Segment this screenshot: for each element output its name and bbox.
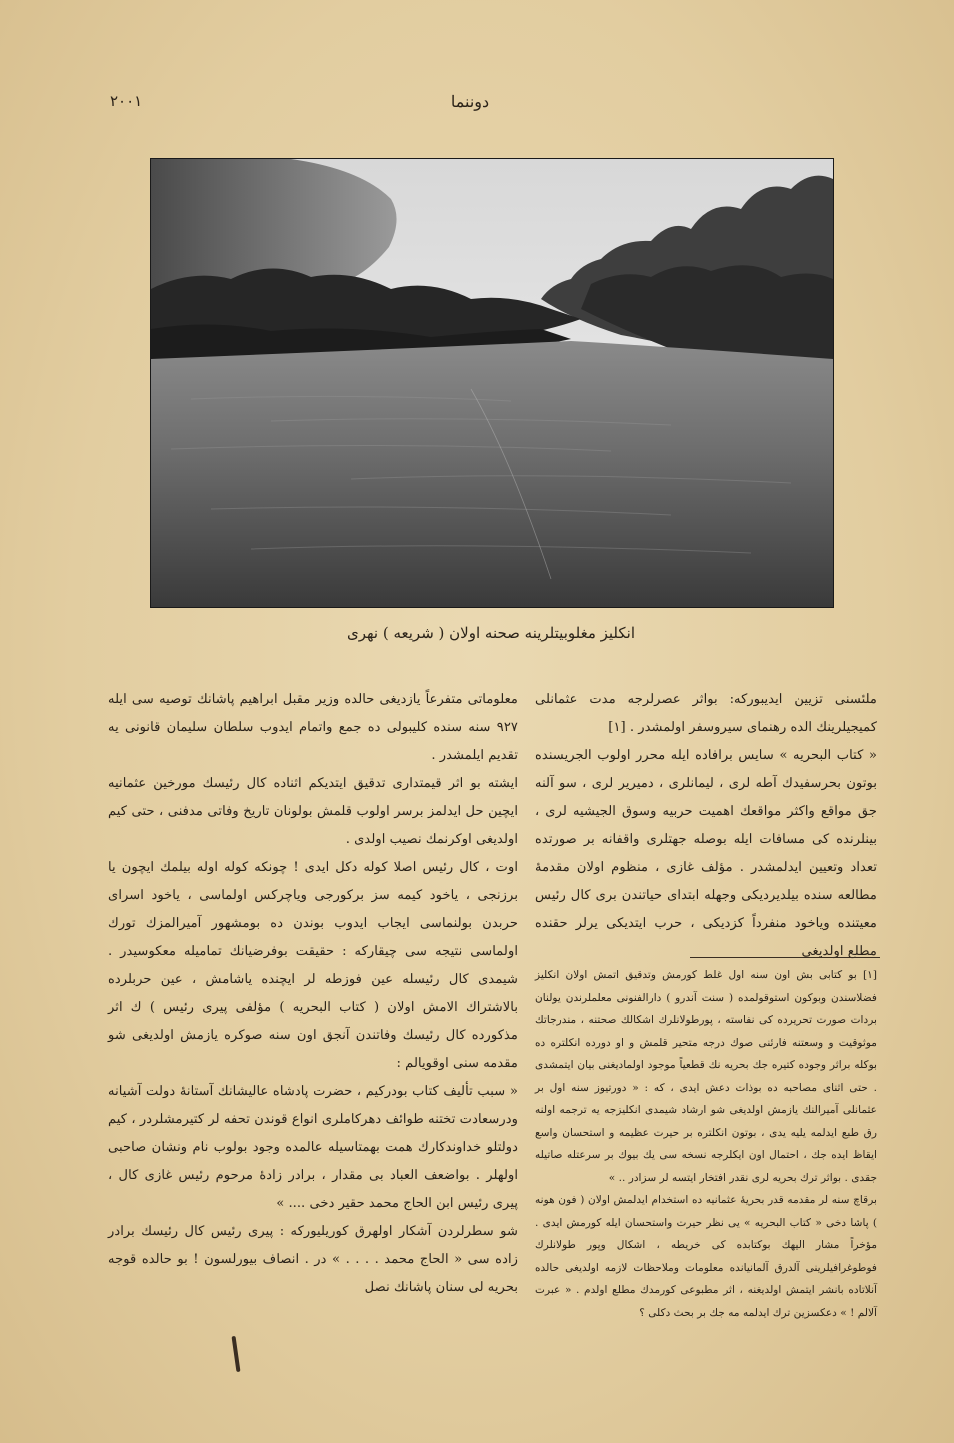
photo-caption: انكليز مغلوبيتلرينه صحنه اولان ( شريعه ) نهرى (346, 624, 636, 642)
river-photograph (150, 158, 834, 608)
left-column (108, 686, 518, 1302)
paragraph: ملئسنى تزيين ايديبوركه: بواثر عصرلرجه مدت عثمانلى كميجيلرينك الده رهنماى سيروسفر اولمشدر . [۱] (535, 692, 877, 735)
footnote-divider (690, 957, 880, 958)
paragraph: « سبب تأليف كتاب بودركيم ، حضرت پادشاه عاليشانك آستانهٔ دولت آشيانه ودرسعادت تختنه طوائف دهركاملرى انواع قوندن تحفه لر كتيرمشلردر ، كيم دولتلو خداوندكارك همت بهمتاسيله عالمده وجود بولوب نام ونشان صاحبى اولهلر . بواضعف العباد بى مقدار ، برادر زادهٔ مرحوم رئيس غازى كال ، پيرى رئيس ابن الحاج محمد حقير دخى .... » (108, 1084, 518, 1211)
paragraph: شو سطرلردن آشكار اولهرق كوريليوركه : پيرى رئيس كال رئيسك برادر زاده سى « الحاج محمد . . . . » در . انصاف بيورلسون ! بو حالده قوجه بحريه لى سنان پاشانك نصل (108, 1224, 518, 1295)
footnotes (535, 964, 877, 1324)
paragraph: « كتاب البحريه » سايس برافاده ايله محرر اولوب الجريسنده بوتون بحرسفيدك آطه لرى ، ليمانلرى ، دميرير لرى ، سو آلنه جق مواقع واكثر مواقعك اهميت حربيه وسوق الجيشيه لرى ، بينلرنده كى مسافات ايله بوصله جهتلرى واقفانه بر صورتده تعداد وتعيين ايدلمشدر . مؤلف غازى ، منظوم اولان مقدمهٔ مطالعه سنده بيلديرديكى وجهله ابتداى حياتندن برى كال رئيس معيتنده وياخود منفرداً كزديكى ، حرب ايتديكى يرلر حقنده مطلع اولديغى (535, 748, 877, 959)
paragraph: ايشته بو اثر قيمتدارى تدقيق ايتديكم اثناده كال رئيسك مورخين عثمانيه ايچين حل ايدلمز برسر اولوب قلمش بولونان تاريخ وفاتى مدفنى ، حتى كيم اولديغى اوكرنمك نصيب اولدى . (108, 776, 518, 847)
footnote-paragraph: [۱] بو كتابى بش اون سنه اول غلط كورمش وتدقيق اتمش اولان انكليز فضلاسندن وبوكون استوقولمده ( سنت آندرو ) دارالفنونى معلملرندن يولنان بردات صورت تحريرده كى نفاسته ، پورطولانلرك اشكالك صحتنه ، مندرجاتك موثوقيت و وسعتنه فارئنى صوك درجه متحير قلمش و او دورده انكلتره ده بوكله براثر وجوده كتيره جك بحريه نك قطعياً موجود اولماديغنى بيان ايتمشدى . حتى اثناى مصاحبه ده بوذات دعش ايدى ، كه : « دورتيوز سنه اول بر عثمانلى آميرالنك يازمش اولديغى شو ارشاد شيمدى انكليزجه يه ترجمه اولنه رق طبع ايدلمه يليه يدى ، بوتون انكلتره بر حيرت عظيمه و استحسان واسع ايقاظ ايده جك ، احتمال اون ايكلرجه نسخه سى يك بيوك بر سرعتله صاتيله جقدى . بواثر ترك بحريه لرى نقدر افتخار ايتسه لر سزادر .. » (535, 969, 877, 1184)
continuation-mark (232, 1336, 241, 1372)
river-landscape-image (151, 159, 833, 607)
page-header (110, 92, 830, 122)
footnote-paragraph: برقاچ سنه لر مقدمه قدر بحريهٔ عثمانيه ده استخدام ايدلمش اولان ( فون هونه ) پاشا دخى « كتاب البحريه » يى نظر حيرت واستحسان ايله كورمش ايدى . مؤخراً مشار اليهك بوكتابده كى خريطه ، اشكال وپور طولانلرك فوطوغرافيلرينى آلدرق آلمانيانده معلومات وملاحظات لازمه اولديغى حالده آنلاتاده بانشر ايتمش اولديغنه ، اثر مطبوعى كورمدك مطلع اولدم . « عبرت آلالم ! » دعكسزين ترك ايدلمه مه جك بر بحث دكلى ؟ (535, 1194, 877, 1319)
paragraph: معلوماتى متفرعاً يازديغى حالده وزير مقبل ابراهيم پاشانك توصيه سى ايله ۹۲۷ سنه سنده كليبولى ده جمع واتمام ايدوب سلطان سليمان قانونى يه تقديم ايلمشدر . (108, 692, 518, 763)
right-column (535, 686, 877, 966)
journal-title: دوننما (450, 92, 490, 111)
paragraph: اوت ، كال رئيس اصلا كوله دكل ايدى ! چونكه كوله اوله بيلمك ايچون يا برزنجى ، ياخود كيمه سز بركورجى وياچركس اولماسى ، ياخود اسراى حربدن بولنماسى ايجاب ايدوب بوندن ده بومشهور آميرالمزك تورك اولماسى نتيجه سى چيقاركه : حقيقت بوفرضيانك تماميله معكوسيدر . شيمدى كال رئيسله عين فوزطه لر ايچنده ياشامش ، عين حربلرده بالاشتراك الامش اولان ( كتاب البحريه ) مؤلفى پيرى رئيس ) ك اثر مذكورده كال رئيسك وفاتندن آنجق اون سنه صوكره يازمش اولديغى شو مقدمه سنى اوقويالم : (108, 860, 518, 1071)
page-number: ۲۰۰۱ (110, 92, 143, 110)
